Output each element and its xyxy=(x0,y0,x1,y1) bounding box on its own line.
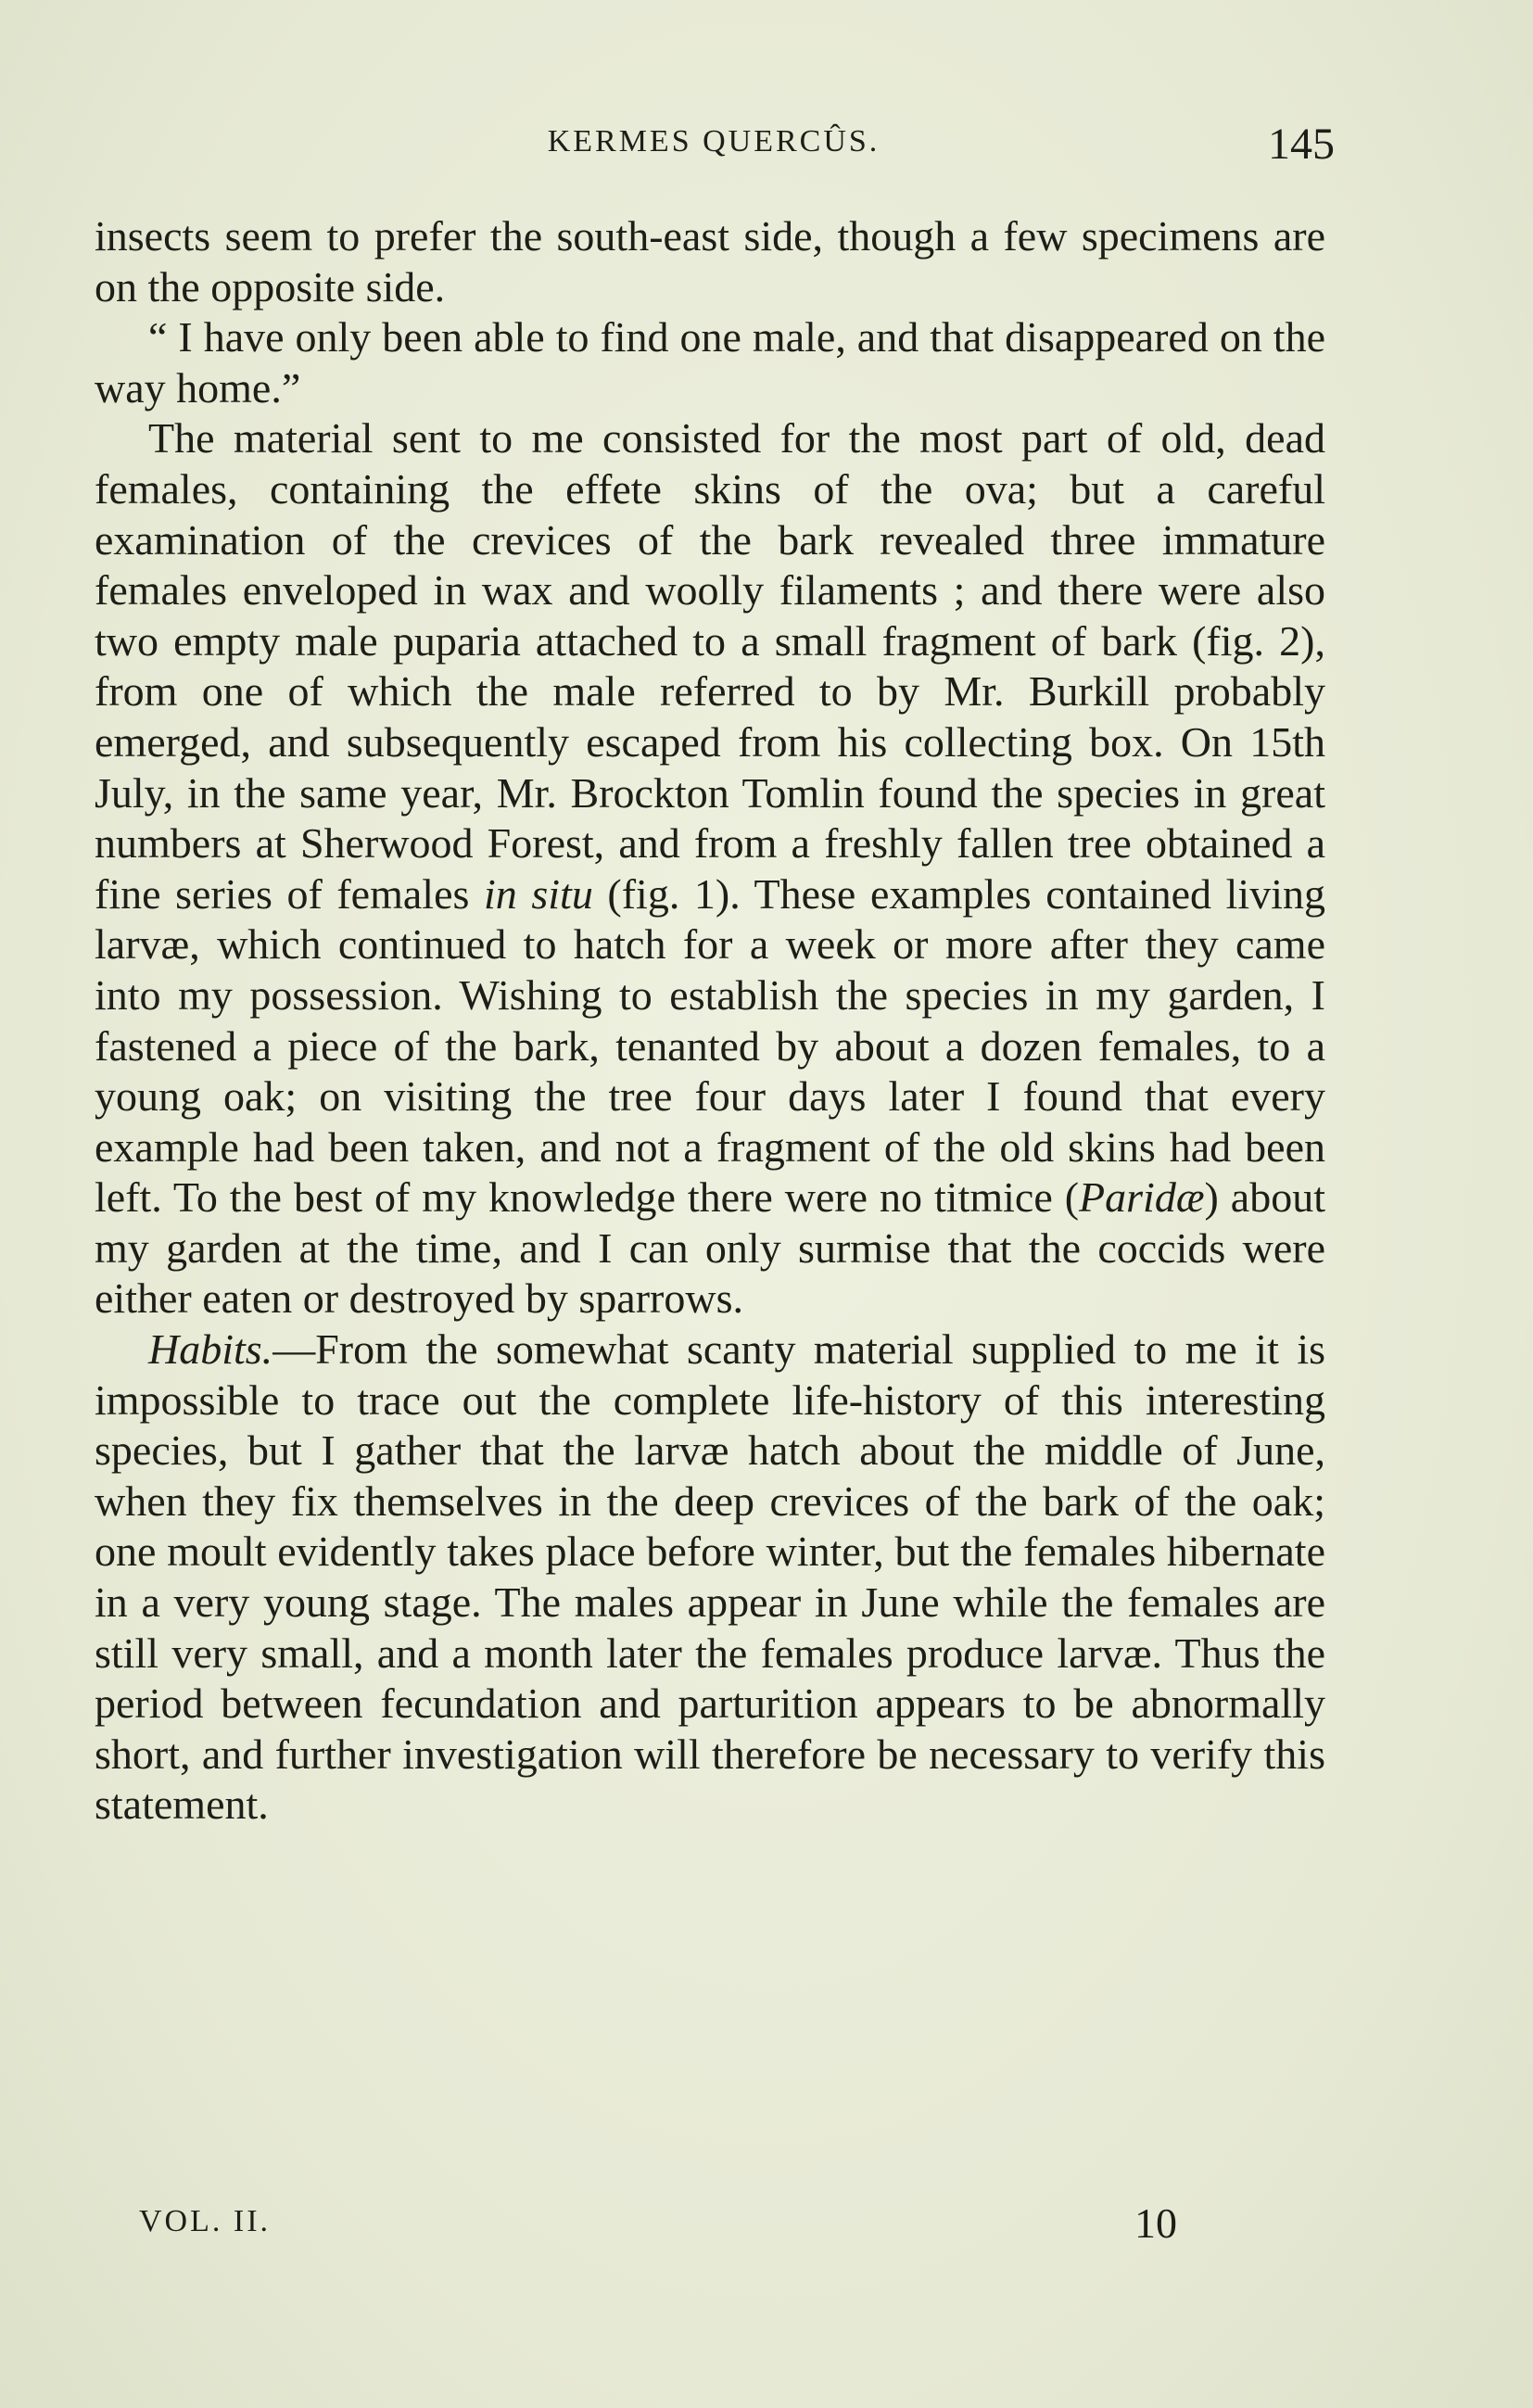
material-paragraph xyxy=(95,413,1325,1324)
section-heading: Habits. xyxy=(148,1325,273,1374)
volume-label: VOL. II. xyxy=(139,2204,272,2238)
signature-mark: 10 xyxy=(1134,2199,1177,2247)
paragraph-text: ) about my garden at the time, and I can only surmise that the coccids were either eaten or destroyed by sparrows. xyxy=(95,1173,1325,1323)
body-text xyxy=(95,211,1325,1831)
italic-term: in situ xyxy=(483,869,593,918)
habits-paragraph xyxy=(95,1324,1325,1831)
paragraph-text: The material sent to me consisted for the most part of old, dead females, containing the effete skins of the ova; but a careful examination of the crevices of the bark revealed three immature females enveloped in wax and woolly filaments ; and there were also two empty male puparia attached to a small fragment of bark (fig. 2), from one of which the male referred to by Mr. Burkill probably emerged, and subsequently escaped from his collecting box. On 15th July, in the same year, Mr. Brockton Tomlin found the species in great numbers at Sherwood Forest, and from a freshly fallen tree obtained a fine series of females xyxy=(95,414,1325,918)
quoted-paragraph: “ I have only been able to find one male, and that disappeared on the way home.” xyxy=(95,313,1325,412)
running-head: KERMES QUERCÛS. xyxy=(547,124,881,158)
paragraph-continuation: insects seem to prefer the south-east side, though a few specimens are on the opposite side. xyxy=(95,212,1325,311)
paragraph-text: (fig. 1). These examples contained living larvæ, which continued to hatch for a week or more after they came into my possession. Wishing to establish the species in my garden, I fastened a piece of the bark, tenanted by about a dozen females, to a young oak; on visiting the tree four days later I found that every example had been taken, and not a fragment of the old skins had been left. To the best of my knowledge there were no titmice ( xyxy=(95,869,1325,1222)
italic-term: Paridæ xyxy=(1079,1173,1205,1222)
paragraph-text: —From the somewhat scanty material supplied to me it is impossible to trace out the complete life-history of this interesting species, but I gather that the larvæ hatch about the middle of June, when they fix themselves in the deep crevices of the bark of the oak; one moult evidently takes place before winter, but the females hibernate in a very young stage. The males appear in June while the females are still very small, and a month later the females produce larvæ. Thus the period between fecundation and parturition appears to be abnormally short, and further investigation will therefore be necessary to verify this statement. xyxy=(95,1325,1325,1829)
page-footer xyxy=(139,2199,1177,2263)
page-header xyxy=(93,119,1335,174)
page-number: 145 xyxy=(1268,120,1335,169)
